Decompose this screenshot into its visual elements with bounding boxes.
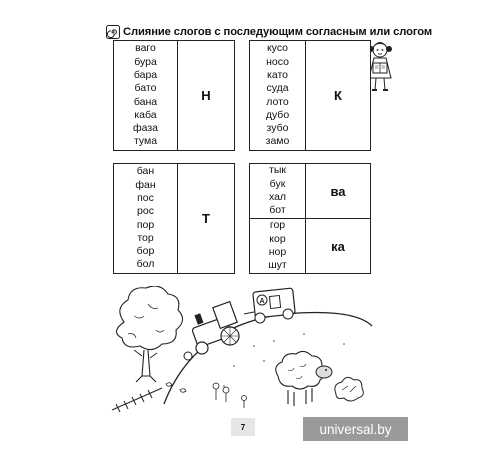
syllable: фан	[135, 178, 156, 191]
syllable: рос	[137, 205, 154, 218]
syllable-column	[250, 164, 306, 218]
syllable-table-va-ka	[249, 163, 371, 274]
syllable: дубо	[265, 108, 290, 121]
syllable: бук	[269, 177, 286, 190]
syllable: пос	[137, 191, 154, 204]
letter-cell	[306, 219, 370, 273]
syllable: кор	[269, 232, 286, 245]
target-syllable: ва	[330, 183, 346, 199]
syllable: бан	[136, 165, 155, 178]
sheep-icon	[276, 351, 332, 406]
watermark-badge: universal.by	[303, 417, 408, 441]
syllable: каба	[134, 108, 157, 121]
syllable-table-k	[249, 40, 371, 151]
syllable: бура	[134, 55, 157, 68]
train-wagon-icon	[244, 288, 295, 323]
syllable: нор	[268, 246, 287, 258]
syllable: бор	[136, 245, 155, 258]
syllable-column	[114, 41, 178, 150]
page-title: Слияние слогов с последующим согласным или слогом	[123, 26, 433, 38]
syllable: пор	[136, 218, 155, 231]
syllable: фаза	[132, 122, 158, 135]
spiral-icon	[106, 25, 120, 39]
target-letter: К	[334, 88, 342, 103]
syllable-column	[250, 219, 306, 273]
letter-cell	[178, 164, 234, 273]
letter-cell	[178, 41, 234, 150]
hill-train-illustration	[104, 286, 380, 416]
syllable: зубо	[266, 122, 289, 135]
target-syllable: ка	[331, 238, 345, 254]
syllable: тор	[137, 231, 154, 244]
syllable: лото	[266, 95, 289, 108]
syllable: бато	[134, 82, 157, 95]
syllable: носо	[266, 55, 289, 68]
syllable-subtable-va	[250, 164, 370, 218]
syllable-column	[250, 41, 306, 150]
syllable: бана	[133, 95, 158, 108]
syllable: ваго	[135, 42, 156, 55]
letter-cell	[306, 41, 370, 150]
syllable-column	[114, 164, 178, 273]
syllable: бот	[269, 204, 286, 217]
syllable-subtable-ka	[250, 218, 370, 273]
syllable: като	[267, 68, 288, 81]
syllable: замо	[265, 135, 290, 148]
locomotive-icon	[184, 302, 239, 360]
syllable: кусо	[266, 42, 289, 55]
syllable: тык	[269, 164, 286, 177]
target-letter: Н	[201, 88, 211, 103]
wagon-badge-letter: А	[259, 298, 265, 305]
bush-icon	[335, 377, 363, 401]
railway-icon	[112, 388, 162, 412]
syllable: суда	[266, 82, 289, 95]
syllable: бол	[136, 258, 155, 271]
syllable: хал	[268, 191, 287, 203]
tree-icon	[116, 286, 182, 382]
page-number: 7	[231, 418, 255, 436]
syllable-table-n	[113, 40, 235, 151]
syllable-table-t	[113, 163, 235, 274]
syllable: шут	[268, 259, 287, 272]
target-letter: Т	[202, 211, 210, 226]
syllable: бара	[133, 68, 158, 81]
syllable: тума	[133, 135, 158, 148]
syllable: гор	[269, 219, 286, 232]
letter-cell	[306, 164, 370, 218]
